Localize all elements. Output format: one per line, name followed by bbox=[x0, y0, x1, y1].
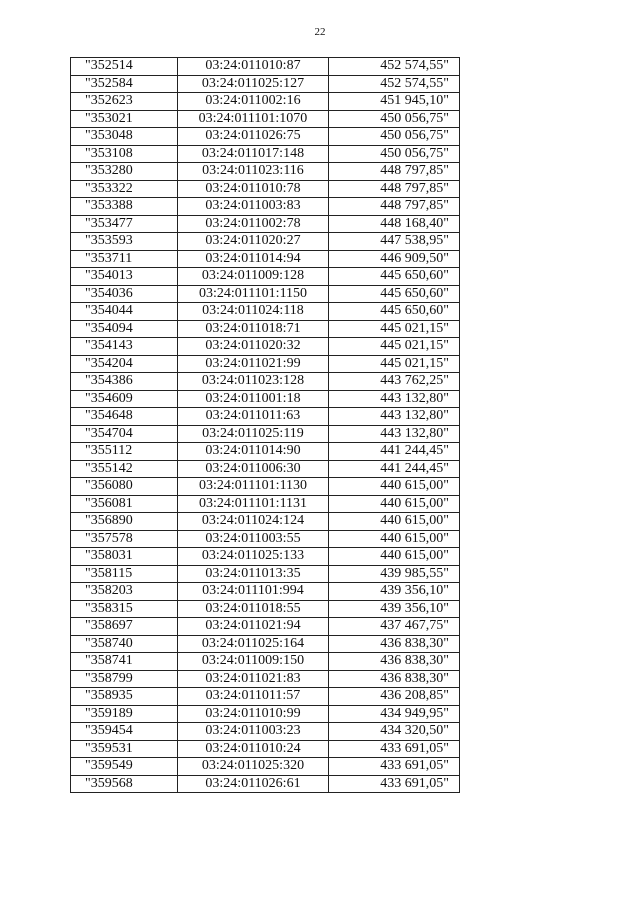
record-number-cell: "358935 bbox=[71, 688, 178, 706]
amount-cell: 445 021,15" bbox=[329, 320, 460, 338]
table-row bbox=[71, 145, 460, 163]
amount-cell: 436 208,85" bbox=[329, 688, 460, 706]
cadastral-number-cell: 03:24:011025:119 bbox=[178, 425, 329, 443]
record-number-cell: "352623 bbox=[71, 93, 178, 111]
record-number-cell: "354044 bbox=[71, 303, 178, 321]
amount-cell: 445 650,60" bbox=[329, 303, 460, 321]
cadastral-number-cell: 03:24:011010:24 bbox=[178, 740, 329, 758]
table-row bbox=[71, 390, 460, 408]
table-row bbox=[71, 285, 460, 303]
cadastral-number-cell: 03:24:011101:1130 bbox=[178, 478, 329, 496]
amount-cell: 448 797,85" bbox=[329, 163, 460, 181]
cadastral-number-cell: 03:24:011003:55 bbox=[178, 530, 329, 548]
amount-cell: 448 797,85" bbox=[329, 198, 460, 216]
cadastral-number-cell: 03:24:011014:94 bbox=[178, 250, 329, 268]
cadastral-number-cell: 03:24:011013:35 bbox=[178, 565, 329, 583]
record-number-cell: "356081 bbox=[71, 495, 178, 513]
cadastral-number-cell: 03:24:011020:27 bbox=[178, 233, 329, 251]
record-number-cell: "356890 bbox=[71, 513, 178, 531]
amount-cell: 445 650,60" bbox=[329, 268, 460, 286]
amount-cell: 443 132,80" bbox=[329, 408, 460, 426]
cadastral-number-cell: 03:24:011025:133 bbox=[178, 548, 329, 566]
amount-cell: 434 320,50" bbox=[329, 723, 460, 741]
record-number-cell: "357578 bbox=[71, 530, 178, 548]
record-number-cell: "358031 bbox=[71, 548, 178, 566]
record-number-cell: "354386 bbox=[71, 373, 178, 391]
table-row bbox=[71, 548, 460, 566]
record-number-cell: "359189 bbox=[71, 705, 178, 723]
record-number-cell: "353388 bbox=[71, 198, 178, 216]
cadastral-number-cell: 03:24:011101:1070 bbox=[178, 110, 329, 128]
table-row bbox=[71, 600, 460, 618]
cadastral-number-cell: 03:24:011025:320 bbox=[178, 758, 329, 776]
record-number-cell: "358203 bbox=[71, 583, 178, 601]
record-number-cell: "352584 bbox=[71, 75, 178, 93]
amount-cell: 443 762,25" bbox=[329, 373, 460, 391]
cadastral-number-cell: 03:24:011026:61 bbox=[178, 775, 329, 793]
record-number-cell: "353322 bbox=[71, 180, 178, 198]
amount-cell: 440 615,00" bbox=[329, 530, 460, 548]
data-table bbox=[70, 57, 460, 793]
cadastral-number-cell: 03:24:011006:30 bbox=[178, 460, 329, 478]
amount-cell: 452 574,55" bbox=[329, 75, 460, 93]
amount-cell: 440 615,00" bbox=[329, 478, 460, 496]
cadastral-number-cell: 03:24:011101:1150 bbox=[178, 285, 329, 303]
record-number-cell: "352514 bbox=[71, 58, 178, 76]
table-row bbox=[71, 688, 460, 706]
record-number-cell: "358741 bbox=[71, 653, 178, 671]
cadastral-number-cell: 03:24:011003:23 bbox=[178, 723, 329, 741]
cadastral-number-cell: 03:24:011021:94 bbox=[178, 618, 329, 636]
table-row bbox=[71, 355, 460, 373]
page-number: 22 bbox=[314, 26, 326, 38]
table-row bbox=[71, 513, 460, 531]
amount-cell: 436 838,30" bbox=[329, 653, 460, 671]
cadastral-number-cell: 03:24:011021:83 bbox=[178, 670, 329, 688]
amount-cell: 441 244,45" bbox=[329, 460, 460, 478]
amount-cell: 450 056,75" bbox=[329, 110, 460, 128]
cadastral-number-cell: 03:24:011025:164 bbox=[178, 635, 329, 653]
table-row bbox=[71, 618, 460, 636]
table-row bbox=[71, 740, 460, 758]
record-number-cell: "353593 bbox=[71, 233, 178, 251]
record-number-cell: "353477 bbox=[71, 215, 178, 233]
amount-cell: 440 615,00" bbox=[329, 513, 460, 531]
record-number-cell: "353280 bbox=[71, 163, 178, 181]
cadastral-number-cell: 03:24:011101:1131 bbox=[178, 495, 329, 513]
amount-cell: 451 945,10" bbox=[329, 93, 460, 111]
record-number-cell: "358697 bbox=[71, 618, 178, 636]
record-number-cell: "354609 bbox=[71, 390, 178, 408]
cadastral-number-cell: 03:24:011001:18 bbox=[178, 390, 329, 408]
record-number-cell: "354648 bbox=[71, 408, 178, 426]
cadastral-number-cell: 03:24:011017:148 bbox=[178, 145, 329, 163]
amount-cell: 443 132,80" bbox=[329, 425, 460, 443]
record-number-cell: "353108 bbox=[71, 145, 178, 163]
record-number-cell: "354704 bbox=[71, 425, 178, 443]
amount-cell: 447 538,95" bbox=[329, 233, 460, 251]
record-number-cell: "354143 bbox=[71, 338, 178, 356]
cadastral-number-cell: 03:24:011026:75 bbox=[178, 128, 329, 146]
amount-cell: 445 021,15" bbox=[329, 355, 460, 373]
amount-cell: 445 021,15" bbox=[329, 338, 460, 356]
table-row bbox=[71, 425, 460, 443]
record-number-cell: "358799 bbox=[71, 670, 178, 688]
amount-cell: 443 132,80" bbox=[329, 390, 460, 408]
amount-cell: 441 244,45" bbox=[329, 443, 460, 461]
amount-cell: 450 056,75" bbox=[329, 128, 460, 146]
amount-cell: 452 574,55" bbox=[329, 58, 460, 76]
record-number-cell: "354036 bbox=[71, 285, 178, 303]
cadastral-number-cell: 03:24:011010:99 bbox=[178, 705, 329, 723]
record-number-cell: "355112 bbox=[71, 443, 178, 461]
cadastral-number-cell: 03:24:011023:128 bbox=[178, 373, 329, 391]
table-row bbox=[71, 320, 460, 338]
table-row bbox=[71, 198, 460, 216]
table-row bbox=[71, 530, 460, 548]
table-row bbox=[71, 635, 460, 653]
record-number-cell: "353021 bbox=[71, 110, 178, 128]
table-row bbox=[71, 163, 460, 181]
table-row bbox=[71, 670, 460, 688]
record-number-cell: "354013 bbox=[71, 268, 178, 286]
cadastral-number-cell: 03:24:011003:83 bbox=[178, 198, 329, 216]
amount-cell: 433 691,05" bbox=[329, 740, 460, 758]
amount-cell: 450 056,75" bbox=[329, 145, 460, 163]
record-number-cell: "359454 bbox=[71, 723, 178, 741]
table-row bbox=[71, 495, 460, 513]
amount-cell: 446 909,50" bbox=[329, 250, 460, 268]
amount-cell: 433 691,05" bbox=[329, 775, 460, 793]
table-row bbox=[71, 705, 460, 723]
cadastral-number-cell: 03:24:011011:57 bbox=[178, 688, 329, 706]
table-row bbox=[71, 373, 460, 391]
cadastral-number-cell: 03:24:011018:71 bbox=[178, 320, 329, 338]
cadastral-number-cell: 03:24:011010:78 bbox=[178, 180, 329, 198]
record-number-cell: "354094 bbox=[71, 320, 178, 338]
record-number-cell: "358115 bbox=[71, 565, 178, 583]
cadastral-number-cell: 03:24:011024:124 bbox=[178, 513, 329, 531]
table-row bbox=[71, 338, 460, 356]
cadastral-number-cell: 03:24:011011:63 bbox=[178, 408, 329, 426]
amount-cell: 439 356,10" bbox=[329, 600, 460, 618]
amount-cell: 434 949,95" bbox=[329, 705, 460, 723]
table-row bbox=[71, 233, 460, 251]
record-number-cell: "359531 bbox=[71, 740, 178, 758]
record-number-cell: "353048 bbox=[71, 128, 178, 146]
cadastral-number-cell: 03:24:011002:16 bbox=[178, 93, 329, 111]
cadastral-number-cell: 03:24:011023:116 bbox=[178, 163, 329, 181]
cadastral-number-cell: 03:24:011101:994 bbox=[178, 583, 329, 601]
cadastral-number-cell: 03:24:011025:127 bbox=[178, 75, 329, 93]
amount-cell: 439 985,55" bbox=[329, 565, 460, 583]
table-row bbox=[71, 250, 460, 268]
amount-cell: 448 797,85" bbox=[329, 180, 460, 198]
amount-cell: 436 838,30" bbox=[329, 635, 460, 653]
table-row bbox=[71, 110, 460, 128]
amount-cell: 445 650,60" bbox=[329, 285, 460, 303]
amount-cell: 439 356,10" bbox=[329, 583, 460, 601]
table-row bbox=[71, 443, 460, 461]
cadastral-number-cell: 03:24:011021:99 bbox=[178, 355, 329, 373]
table-row bbox=[71, 128, 460, 146]
table-body bbox=[71, 58, 460, 793]
table-row bbox=[71, 775, 460, 793]
cadastral-number-cell: 03:24:011009:128 bbox=[178, 268, 329, 286]
table-row bbox=[71, 75, 460, 93]
cadastral-number-cell: 03:24:011014:90 bbox=[178, 443, 329, 461]
cadastral-number-cell: 03:24:011009:150 bbox=[178, 653, 329, 671]
table-row bbox=[71, 653, 460, 671]
record-number-cell: "353711 bbox=[71, 250, 178, 268]
record-number-cell: "358740 bbox=[71, 635, 178, 653]
record-number-cell: "359549 bbox=[71, 758, 178, 776]
record-number-cell: "359568 bbox=[71, 775, 178, 793]
cadastral-number-cell: 03:24:011002:78 bbox=[178, 215, 329, 233]
amount-cell: 448 168,40" bbox=[329, 215, 460, 233]
cadastral-number-cell: 03:24:011018:55 bbox=[178, 600, 329, 618]
record-number-cell: "356080 bbox=[71, 478, 178, 496]
table-row bbox=[71, 478, 460, 496]
record-number-cell: "358315 bbox=[71, 600, 178, 618]
table-row bbox=[71, 93, 460, 111]
table-row bbox=[71, 723, 460, 741]
table-row bbox=[71, 180, 460, 198]
amount-cell: 437 467,75" bbox=[329, 618, 460, 636]
table-row bbox=[71, 583, 460, 601]
cadastral-number-cell: 03:24:011024:118 bbox=[178, 303, 329, 321]
amount-cell: 440 615,00" bbox=[329, 495, 460, 513]
record-number-cell: "354204 bbox=[71, 355, 178, 373]
amount-cell: 440 615,00" bbox=[329, 548, 460, 566]
amount-cell: 436 838,30" bbox=[329, 670, 460, 688]
table-row bbox=[71, 408, 460, 426]
table-row bbox=[71, 460, 460, 478]
record-number-cell: "355142 bbox=[71, 460, 178, 478]
table-row bbox=[71, 758, 460, 776]
amount-cell: 433 691,05" bbox=[329, 758, 460, 776]
table-row bbox=[71, 268, 460, 286]
cadastral-number-cell: 03:24:011010:87 bbox=[178, 58, 329, 76]
table-row bbox=[71, 565, 460, 583]
table-row bbox=[71, 58, 460, 76]
table-row bbox=[71, 215, 460, 233]
cadastral-number-cell: 03:24:011020:32 bbox=[178, 338, 329, 356]
table-row bbox=[71, 303, 460, 321]
